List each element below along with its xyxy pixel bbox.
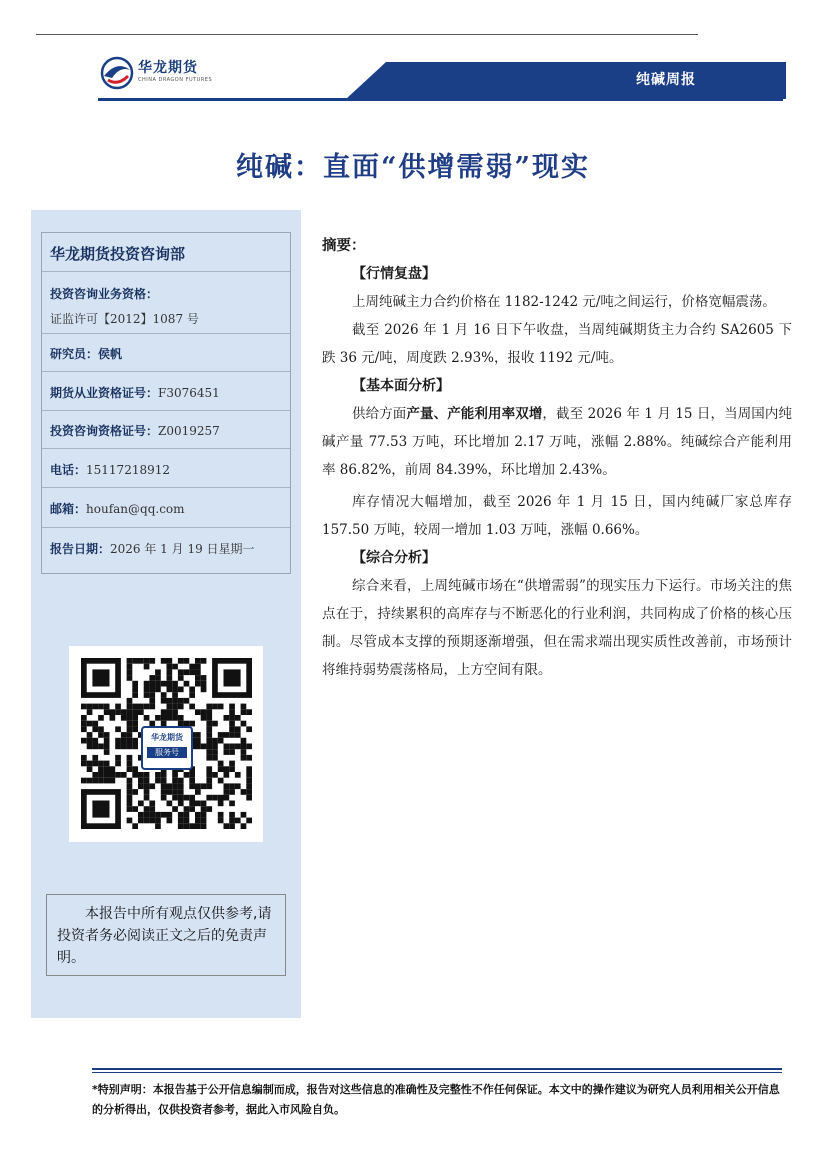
summary-section <box>322 232 792 684</box>
report-date-row: 报告日期：2026 年 1 月 19 日星期一 <box>50 542 255 556</box>
divider <box>42 448 290 449</box>
qualification-value: 证监许可【2012】1087 号 <box>50 312 199 326</box>
qr-badge-top: 华龙期货 <box>151 733 183 742</box>
market-review-paragraph-1: 上周纯碱主力合约价格在 1182-1242 元/吨之间运行，价格宽幅震荡。 <box>352 294 776 310</box>
fundamental-paragraph-2: 库存情况大幅增加，截至 2026 年 1 月 15 日，国内纯碱厂家总库存 157.50 万吨，较周一增加 1.03 万吨，涨幅 0.66%。 <box>322 494 792 538</box>
analyst-info-box <box>41 232 291 574</box>
overall-heading: 【综合分析】 <box>352 550 436 566</box>
notice-text: 本报告中所有观点仅供参考,请投资者务必阅读正文之后的免责声明。 <box>57 906 272 966</box>
futures-cert-row: 期货从业资格证号：F3076451 <box>50 386 220 400</box>
divider <box>42 487 290 488</box>
divider <box>42 333 290 334</box>
notice-box <box>46 894 286 976</box>
page-title: 纯碱：直面“供增需弱”现实 <box>235 152 591 183</box>
dragon-logo-icon <box>100 56 134 90</box>
researcher-row: 研究员：侯帆 <box>50 347 123 361</box>
company-logo <box>100 54 240 94</box>
qr-code <box>69 646 263 842</box>
overall-paragraph: 综合来看，上周纯碱市场在“供增需弱”的现实压力下运行。市场关注的焦点在于，持续累积的高库存与不断恶化的行业利润，共同构成了价格的核心压制。尽管成本支撑的预期逐渐增强，但在需求端出现实质性改善前，市场预计将维持弱势震荡格局，上方空间有限。 <box>322 578 792 678</box>
qualification-label: 投资咨询业务资格： <box>50 287 159 301</box>
phone-row: 电话：15117218912 <box>50 463 170 477</box>
fundamental-heading: 【基本面分析】 <box>352 378 450 394</box>
divider <box>42 410 290 411</box>
summary-heading: 摘要： <box>322 238 366 254</box>
fundamental-paragraph-1: 供给方面产量、产能利用率双增，截至 2026 年 1 月 15 日，当周国内纯碱产量 77.53 万吨，环比增加 2.17 万吨，涨幅 2.88%。纯碱综合产能利用率 86.82%，前周 84.39%，环比增加 2.43%。 <box>322 406 793 478</box>
market-review-paragraph-2: 截至 2026 年 1 月 16 日下午收盘，当周纯碱期货主力合约 SA2605 下跌 36 元/吨，周度跌 2.93%，报收 1192 元/吨。 <box>322 322 792 366</box>
qr-center-badge <box>141 726 193 770</box>
report-type-label: 纯碱周报 <box>636 72 696 88</box>
divider <box>42 371 290 372</box>
divider <box>42 527 290 528</box>
qr-badge-bottom: 服务号 <box>147 747 187 758</box>
footer-rule <box>92 1068 782 1070</box>
report-type-container <box>346 62 786 99</box>
market-review-heading: 【行情复盘】 <box>352 266 436 282</box>
top-rule <box>36 34 698 35</box>
header-bar <box>98 98 783 101</box>
disclaimer: *特别声明：本报告基于公开信息编制而成，报告对这些信息的准确性及完整性不作任何保证。本文中的操作建议为研究人员利用相关公开信息的分析得出，仅供投资者参考，据此入市风险自负。 <box>92 1083 780 1116</box>
divider <box>42 271 290 272</box>
department-name: 华龙期货投资咨询部 <box>50 245 186 263</box>
email-row[interactable]: 邮箱：houfan@qq.com <box>50 502 185 516</box>
company-name-en: CHINA DRAGON FUTURES <box>138 77 213 83</box>
consult-cert-row: 投资咨询资格证号：Z0019257 <box>50 424 220 438</box>
footer-rule-thin <box>92 1072 782 1073</box>
company-name-cn: 华龙期货 <box>138 60 198 76</box>
